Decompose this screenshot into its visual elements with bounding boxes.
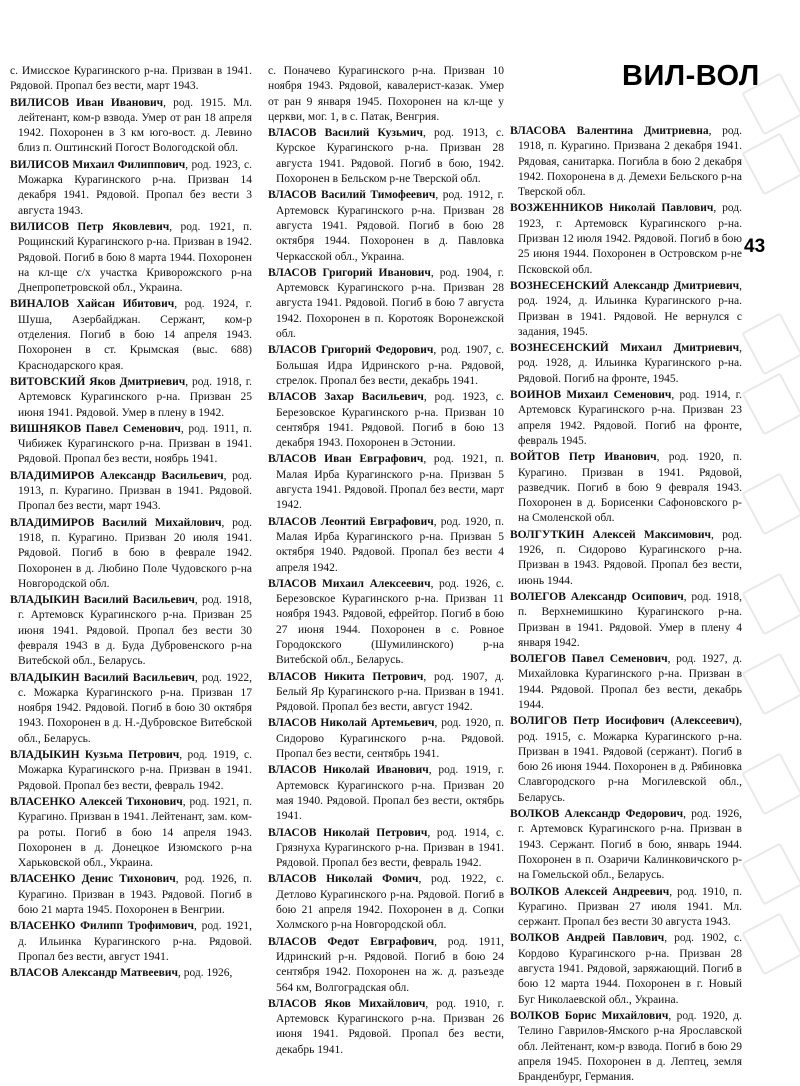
person-name: ВЛАСЕНКО Алексей Тихонович (10, 795, 183, 808)
entry-details: , род. 1910, п. Курагино. Призван 27 июля 1941. Мл. сержант. Пропал без вести 30 августа 1943. (518, 885, 742, 929)
entry-details: , род. 1920, п. Сидорово Курагинского р-на. Рядовой. Пропал без вести, сентябрь 1941. (276, 717, 504, 761)
person-name: ВОЛКОВ Алексей Андреевич (510, 885, 670, 898)
biography-entry (268, 763, 504, 824)
person-name: ВЛАСОВ Григорий Иванович (268, 266, 431, 279)
biography-entry (268, 64, 504, 125)
person-name: ВЛАСОВ Николай Иванович (268, 764, 429, 777)
person-name: ВЛАСОВ Александр Матвеевич (10, 967, 178, 980)
text-column-1 (10, 64, 252, 983)
person-name: ВОЛКОВ Борис Михайлович (510, 1009, 669, 1022)
person-name: ВЛАСОВ Михаил Алексеевич (268, 577, 431, 590)
person-name: ВОЛИГОВ Петр Иосифович (Алексеевич) (510, 715, 740, 728)
person-name: ВЛАСЕНКО Денис Тихонович (10, 873, 176, 886)
entry-details: , род. 1922, с. Детлово Курагинского р-на. Рядовой. Погиб в бою 21 апреля 1942. Похоронен в д. Сопки Холмского р-на Новгородской обл. (276, 873, 505, 932)
entry-details: , род. 1921, п. Курагино. Призван в 1941. Лейтенант, зам. ком-ра роты. Погиб в бою 14 апреля 1943. Похоронен в д. Донецкое Изюмского р-на Харьковской обл., Украина. (18, 795, 252, 870)
person-name: ВОЗНЕСЕНСКИЙ Михаил Дмитриевич (510, 342, 740, 355)
person-name: ВЛАДИМИРОВ Василий Михайлович (10, 516, 222, 529)
entry-details: , род. 1918, г. Артемовск Курагинского р-на. Призван 25 июня 1941. Рядовой. Пропал без вести 30 февраля 1943 в д. Буда Дубровенского р-на Витебской обл., Беларусь. (18, 594, 252, 668)
person-name: ВЛАДЫКИН Василий Васильевич (10, 671, 195, 684)
person-name: ВИТОВСКИЙ Яков Дмитриевич (10, 375, 186, 388)
biography-entry (268, 126, 504, 187)
biography-entry (10, 64, 252, 95)
entry-details: , род. 1913, с. Курское Курагинского р-на. Призван 28 августа 1941. Рядовой. Погиб в бою, 1942. Похоронен в Бельском р-не Тверской обл. (276, 127, 505, 186)
biography-entry (510, 341, 742, 387)
entry-details: , род. 1913, п. Курагино. Призван в 1941. Рядовой. Пропал без вести, март 1943. (18, 469, 252, 513)
biography-entry (10, 966, 252, 981)
person-name: ВЛАСОВ Василий Тимофеевич (268, 189, 436, 202)
person-name: ВИНАЛОВ Хайсан Ибитович (10, 298, 175, 311)
biography-entry (510, 1009, 742, 1085)
biography-entry (10, 469, 252, 515)
entry-details: , род. 1921, п. Малая Ирба Курагинского р-на. Призван 5 августа 1941. Рядовой. Пропал без вести, март 1942. (276, 453, 504, 512)
biography-entry (10, 919, 252, 965)
person-name: ВЛАСОВ Николай Фомич (268, 873, 419, 886)
entry-details: , род. 1919, с. Можарка Курагинского р-на. Призван в 1941. Рядовой. Пропал без вести, февраль 1942. (18, 749, 252, 792)
biography-entry (268, 452, 504, 513)
person-name: ВЛАДЫКИН Василий Васильевич (10, 594, 195, 607)
person-name: ВИШНЯКОВ Павел Семенович (10, 422, 181, 435)
person-name: ВОЛКОВ Александр Федорович (510, 808, 684, 821)
person-name: ВЛАСЕНКО Филипп Трофимович (10, 920, 195, 933)
entry-details: , род. 1907, с. Большая Идра Идринского р-на. Рядовой, стрелок. Пропал без вести, декабрь 1941. (276, 344, 505, 387)
entry-details: , род. 1918, п. Верхнемишкино Курагинского р-на. Призван в 1941. Рядовой. Умер в плену 4 января 1942. (518, 590, 742, 649)
entry-details: , род. 1918, г. Артемовск Курагинского р-на. Призван 25 июня 1941. Рядовой. Умер в плену в 1942. (18, 375, 252, 419)
entry-details: , род. 1911, Идринский р-н. Рядовой. Погиб в бою 24 сентября 1942. Похоронен на ж. д. разъезде 564 км, Волгоградская обл. (276, 935, 504, 994)
entry-details: , род. 1923, с. Можарка Курагинского р-на. Призван 14 декабря 1941. Рядовой. Пропал без вести 3 августа 1943. (18, 158, 252, 217)
text-column-3 (510, 124, 742, 1086)
entry-details: , род. 1921, д. Ильинка Курагинского р-на. Рядовой. Пропал без вести, август 1941. (18, 920, 252, 963)
person-name: ВОЛЕГОВ Александр Осипович (510, 590, 684, 603)
biography-entry (510, 885, 742, 931)
entry-details: , род. 1922, с. Можарка Курагинского р-на. Призван 17 ноября 1942. Рядовой. Погиб в бою 30 октября 1943. Похоронен в д. Н.-Дубровское Витебской обл., Беларусь. (18, 671, 252, 745)
biography-entry (268, 266, 504, 342)
biography-entry (10, 96, 252, 157)
biography-entry (510, 528, 742, 589)
biography-entry (268, 826, 504, 872)
person-name: ВОЛГУТКИН Алексей Максимович (510, 528, 712, 541)
entry-details: , род. 1914, г. Артемовск Курагинского р-на. Призван 23 апреля 1942. Рядовой. Погиб на фронте, февраль 1945. (518, 389, 742, 447)
biography-entry (268, 390, 504, 451)
person-name: ВЛАСОВ Леонтий Евграфович (268, 515, 434, 528)
person-name: ВЛАСОВ Николай Артемьевич (268, 717, 435, 730)
biography-entry (10, 748, 252, 794)
person-name: ВЛАСОВ Григорий Федорович (268, 344, 434, 357)
entry-details: , род. 1923, с. Березовское Курагинского р-на. Призван 10 сентября 1941. Рядовой. Погиб в бою 13 декабря 1943. Похоронен в Эстонии. (276, 391, 504, 450)
entry-details: , род. 1902, с. Кордово Курагинского р-на. Призван 28 августа 1941. Рядовой, заряжающий. Погиб в бою 12 марта 1944. Похоронен в г. Новый Буг Николаевской обл., Украина. (518, 932, 742, 1006)
entry-details: , род. 1926, п. Сидорово Курагинского р-на. Призван в 1943. Рядовой. Пропал без вести, июнь 1944. (518, 528, 742, 587)
entry-details: , род. 1904, г. Артемовск Курагинского р-на. Призван 28 августа 1941. Рядовой. Погиб в бою 7 августа 1942. Похоронен в п. Коротояк Воронежской обл. (276, 266, 504, 341)
biography-entry (10, 158, 252, 219)
person-name: ВЛАСОВ Василий Кузьмич (268, 127, 424, 140)
biography-entry (510, 590, 742, 651)
entry-details: , род. 1918, п. Курагино. Призвана 2 декабря 1941. Рядовая, санитарка. Погибла в бою 2 декабря 1942. Похоронена в д. Демехи Бельского р-на Тверской обл. (518, 125, 742, 199)
entry-details: , род. 1915. Мл. лейтенант, ком-р взвода. Умер от ран 18 апреля 1942. Похоронен в 3 км юго-вост. д. Левино близ п. Оштинский Погост Вологодской обл. (18, 96, 253, 155)
biography-entry (10, 671, 252, 747)
biography-entry (510, 388, 742, 449)
entry-details: , род. 1920, п. Курагино. Призван в 1941. Рядовой, разведчик. Погиб в бою 9 февраля 1943. Похоронен в д. Борисенки Сафоновского р-на Смоленской обл. (518, 451, 742, 525)
entry-details: , род. 1920, д. Телино Гаврилов-Ямского р-на Ярославской обл. Лейтенант, ком-р взвода. Погиб в бою 29 апреля 1945. Похоронен в д. Лептец, земля Бранденбург, Германия. (518, 1009, 743, 1084)
person-name: ВИЛИСОВ Михаил Филиппович (10, 158, 186, 171)
person-name: ВОЗНЕСЕНСКИЙ Александр Дмитриевич (510, 279, 740, 292)
biography-entry (10, 297, 252, 373)
biography-entry (268, 188, 504, 264)
entry-details: , род. 1919, г. Артемовск Курагинского р-на. Призван 20 мая 1940. Рядовой. Пропал без вести, октябрь 1941. (276, 764, 504, 823)
biography-entry (10, 516, 252, 592)
entry-details: , род. 1926, с. Березовское Курагинского р-на. Призван 11 ноября 1943. Рядовой, ефрейтор. Погиб в бою 27 июня 1944. Похоронен в с. Ровное Городокского (Шумилинского) р-на Витебской обл., Беларусь. (276, 577, 505, 667)
biography-entry (268, 343, 504, 389)
entry-details: , род. 1910, г. Артемовск Курагинского р-на. Призван 26 июня 1941. Рядовой. Пропал без вести, декабрь 1941. (276, 997, 504, 1056)
entry-details: , род. 1921, п. Рощинский Курагинского р-на. Призван в 1942. Рядовой. Погиб в бою 8 марта 1944. Похоронен на кл-ще с/х участка Криворожского р-на Днепропетровской обл., Украина. (18, 220, 252, 295)
entry-details: , род. 1926, г. Артемовск Курагинского р-на. Призван в 1943. Сержант. Погиб в бою, январь 1944. Похоронен в п. Озаричи Калинковичского р-на Гомельской обл., Беларусь. (518, 808, 742, 882)
entry-details: , род. 1924, д. Ильинка Курагинского р-на. Призван в 1941. Рядовой. Не вернулся с задания, 1945. (518, 279, 742, 338)
entry-details: , род. 1918, п. Курагино. Призван 20 июля 1941. Рядовой. Погиб в бою в феврале 1942. Похоронен в д. Любино Поле Чудовского р-на Новгородской обл. (18, 516, 252, 590)
biography-entry (268, 577, 504, 669)
entry-details: , род. 1915, с. Можарка Курагинского р-на. Призван в 1941. Рядовой (сержант). Погиб в бою 26 июня 1944. Похоронен в д. Рябиновка Славгородского р-на Могилевской обл., Беларусь. (518, 715, 742, 804)
entry-details: с. Поначево Курагинского р-на. Призван 10 ноября 1943. Рядовой, кавалерист-казак. Умер от ран 9 января 1945. Похоронен на кл-ще у церкви, мог. 1, в с. Патак, Венгрия. (268, 65, 504, 123)
biography-entry (510, 279, 742, 340)
page-header-title: ВИЛ-ВОЛ (622, 60, 760, 92)
person-name: ВЛАСОВА Валентина Дмитриевна (510, 125, 709, 137)
person-name: ВОЙТОВ Петр Иванович (510, 451, 657, 464)
page-number: 43 (744, 236, 766, 257)
entry-details: с. Имисское Курагинского р-на. Призван в 1941. Рядовой. Пропал без вести, март 1943. (10, 65, 252, 93)
entry-details: , род. 1907, д. Белый Яр Курагинского р-на. Призван в 1941. Рядовой. Пропал без вести, август 1942. (276, 670, 504, 714)
person-name: ВИЛИСОВ Петр Яковлевич (10, 220, 170, 233)
biography-entry (510, 201, 742, 277)
biography-entry (268, 515, 504, 576)
biography-entry (10, 375, 252, 421)
entry-details: , род. 1923, г. Артемовск Курагинского р-на. Призван 12 июля 1942. Рядовой. Погиб в бою 25 июня 1944. Похоронен в Островском р-не Псковской обл. (518, 202, 742, 276)
person-name: ВЛАДЫКИН Кузьма Петрович (10, 749, 180, 762)
biography-entry (10, 593, 252, 669)
biography-entry (10, 220, 252, 296)
biography-entry (268, 872, 504, 933)
person-name: ВЛАСОВ Никита Петрович (268, 670, 424, 683)
watermark-decoration (744, 60, 796, 960)
entry-details: , род. 1912, г. Артемовск Курагинского р-на. Призван 28 августа 1941. Рядовой. Погиб в бою 28 октября 1944. Похоронен в д. Павловка Черкасской обл., Украина. (276, 189, 504, 263)
entry-details: , род. 1926, (177, 967, 233, 980)
entry-details: , род. 1911, п. Чибижек Курагинского р-на. Призван в 1941. Рядовой. Пропал без вести, ноябрь 1941. (18, 422, 252, 466)
entry-details: , род. 1924, г. Шуша, Азербайджан. Сержант, ком-р отделения. Погиб в бою 14 апреля 1943. Похоронен в ст. Крымская (выс. 688) Краснодарского края. (18, 298, 252, 372)
person-name: ВЛАСОВ Яков Михайлович (268, 997, 426, 1010)
biography-entry (268, 935, 504, 996)
biography-entry (10, 872, 252, 918)
biography-entry (510, 807, 742, 883)
biography-entry (510, 124, 742, 200)
biography-entry (510, 652, 742, 713)
entry-details: , род. 1926, п. Курагино. Призван в 1943. Рядовой. Погиб в бою 21 марта 1945. Похоронен в Венгрии. (18, 873, 252, 917)
biography-entry (268, 997, 504, 1058)
person-name: ВЛАСОВ Иван Евграфович (268, 453, 424, 466)
biography-entry (10, 422, 252, 468)
person-name: ВЛАСОВ Захар Васильевич (268, 391, 424, 404)
entry-details: , род. 1920, п. Малая Ирба Курагинского р-на. Призван 5 октября 1940. Рядовой. Пропал без вести 4 апреля 1942. (276, 515, 504, 574)
person-name: ВОЗЖЕННИКОВ Николай Павлович (510, 202, 714, 215)
text-column-2 (268, 64, 504, 1059)
person-name: ВЛАСОВ Федот Евграфович (268, 935, 435, 948)
person-name: ВОИНОВ Михаил Семенович (510, 389, 672, 402)
entry-details: , род. 1928, д. Ильинка Курагинского р-на. Рядовой. Погиб на фронте, 1945. (518, 342, 742, 385)
biography-entry (268, 716, 504, 762)
biography-entry (268, 670, 504, 716)
person-name: ВЛАСОВ Николай Петрович (268, 826, 428, 839)
biography-entry (510, 450, 742, 526)
entry-details: , род. 1927, д. Михайловка Курагинского р-на. Призван в 1944. Рядовой. Пропал без вести, декабрь 1944. (518, 653, 742, 711)
person-name: ВЛАДИМИРОВ Александр Васильевич (10, 469, 224, 482)
biography-entry (510, 714, 742, 806)
person-name: ВОЛКОВ Андрей Павлович (510, 932, 665, 945)
person-name: ВИЛИСОВ Иван Иванович (10, 96, 164, 109)
biography-entry (510, 931, 742, 1007)
person-name: ВОЛЕГОВ Павел Семенович (510, 653, 668, 666)
entry-details: , род. 1914, с. Грязнуха Курагинского р-на. Призван в 1941. Рядовой. Пропал без вести, февраль 1942. (276, 826, 505, 870)
biography-entry (10, 795, 252, 871)
